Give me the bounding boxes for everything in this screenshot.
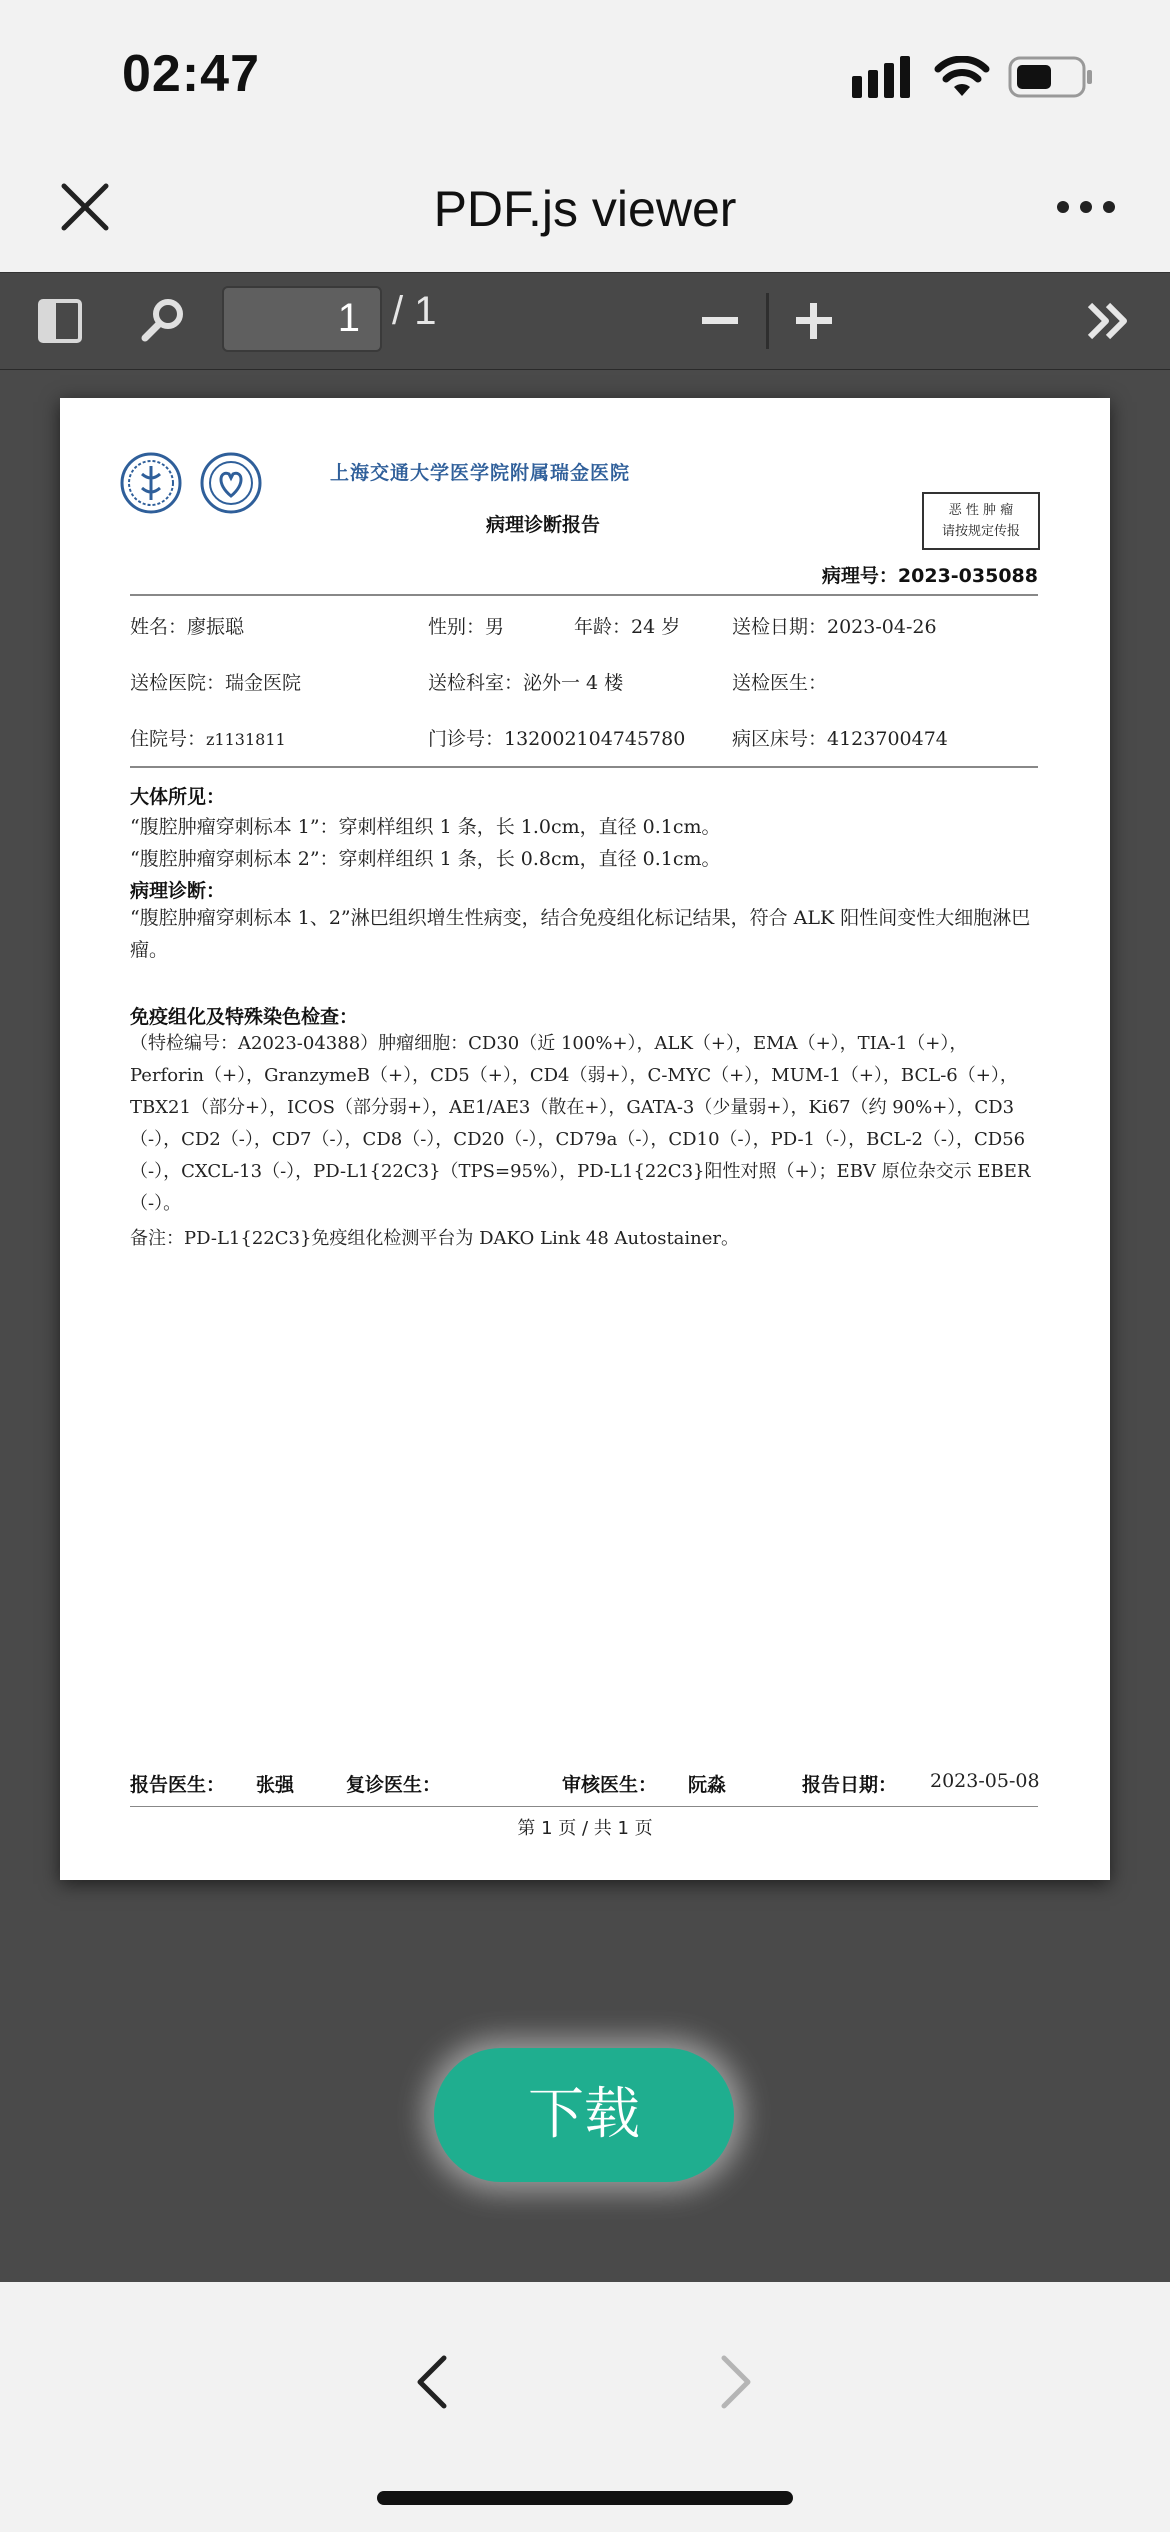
- report-doctor: 张强: [256, 1774, 295, 1796]
- report-date: 2023-05-08: [930, 1770, 1040, 1792]
- more-options-icon[interactable]: [1056, 200, 1116, 214]
- report-title: 病理诊断报告: [486, 514, 601, 536]
- audit-doctor-label: 审核医生：: [562, 1774, 658, 1796]
- diagnosis-heading: 病理诊断：: [130, 880, 226, 902]
- inpatient-number: [130, 724, 286, 751]
- submit-hospital: 送检医院：瑞金医院: [130, 672, 302, 694]
- hospital-logo: [200, 452, 262, 514]
- university-logo: [120, 452, 182, 514]
- inpatient-value: z1131811: [206, 730, 286, 749]
- audit-doctor: 阮淼: [688, 1774, 727, 1796]
- page-indicator: 第 1 页 / 共 1 页: [517, 1818, 653, 1839]
- zoom-in-icon[interactable]: [796, 303, 832, 339]
- wifi-icon: [934, 56, 990, 98]
- report-date-label: 报告日期：: [802, 1774, 898, 1796]
- inpatient-label: 住院号：: [130, 728, 207, 750]
- status-bar: [0, 0, 1170, 150]
- page-total: / 1: [392, 289, 437, 333]
- patient-age: 年龄：24 岁: [574, 616, 681, 638]
- stamp-line-2: 请按规定传报: [941, 524, 1020, 539]
- forward-arrow-icon[interactable]: [720, 2354, 754, 2410]
- bed-number: 病区床号：4123700474: [732, 728, 948, 750]
- page-number-input[interactable]: 1: [222, 286, 382, 352]
- status-time: 02:47: [122, 45, 260, 103]
- search-icon[interactable]: [140, 297, 186, 343]
- stamp-line-1: 恶 性 肿 瘤: [948, 503, 1014, 518]
- divider: [130, 766, 1038, 768]
- page-title: PDF.js viewer: [433, 181, 737, 237]
- patient-name: 姓名：廖振聪: [130, 616, 245, 638]
- submit-doctor: 送检医生：: [732, 672, 828, 694]
- zoom-out-icon[interactable]: [702, 317, 738, 325]
- pathology-number: 病理号：2023-035088: [821, 565, 1038, 587]
- pdf-toolbar: [0, 272, 1170, 371]
- ihc-text: （特检编号：A2023-04388）肿瘤细胞：CD30（近 100%+），ALK（+），EMA（+），TIA-1（+），Perforin（+），GranzymeB（+），CD5（+），CD4（弱+），C-MYC（+），MUM-1（+），BCL-6（+），TBX21（部分+），ICOS（部分弱+），AE1/AE3（散在+），GATA-3（少量弱+），Ki67（约 90%+），CD3（-），CD2（-），CD7（-），CD8（-），CD20（-），CD79a（-），CD10（-），PD-1（-），BCL-2（-），CD56（-），CXCL-13（-），PD-L1{22C3}（TPS=95%），PD-L1{22C3}阳性对照（+）；EBV 原位杂交示 EBER（-）。: [130, 1033, 1031, 1214]
- sidebar-toggle-icon[interactable]: [38, 299, 82, 343]
- tools-menu-icon[interactable]: [1086, 301, 1132, 341]
- submit-date: 送检日期：2023-04-26: [732, 616, 937, 638]
- gross-specimen-1: “腹腔肿瘤穿刺标本 1”：穿刺样组织 1 条，长 1.0cm，直径 0.1cm。: [130, 816, 721, 838]
- battery-icon: [1008, 56, 1094, 98]
- gross-specimen-2: “腹腔肿瘤穿刺标本 2”：穿刺样组织 1 条，长 0.8cm，直径 0.1cm。: [130, 848, 721, 870]
- pdf-page: [60, 398, 1110, 1880]
- diagnosis-text: “腹腔肿瘤穿刺标本 1、2”淋巴组织增生性病变，结合免疫组化标记结果，符合 ALK 阳性间变性大细胞淋巴瘤。: [130, 907, 1031, 961]
- patient-gender: 性别：男: [428, 616, 505, 638]
- gross-heading: 大体所见：: [130, 786, 226, 808]
- hospital-name: 上海交通大学医学院附属瑞金医院: [330, 462, 631, 484]
- home-indicator: [377, 2491, 793, 2505]
- back-arrow-icon[interactable]: [414, 2354, 448, 2410]
- cellular-signal-icon: [852, 56, 914, 98]
- submit-department: 送检科室：泌外一 4 楼: [428, 672, 624, 694]
- malignant-stamp: [922, 492, 1040, 550]
- divider: [130, 594, 1038, 596]
- download-button[interactable]: 下载: [434, 2048, 734, 2182]
- ihc-heading: 免疫组化及特殊染色检查：: [130, 1006, 359, 1028]
- toolbar-divider: [766, 293, 769, 349]
- navigation-bar: [0, 150, 1170, 272]
- note-text: 备注：PD-L1{22C3}免疫组化检测平台为 DAKO Link 48 Autostainer。: [130, 1228, 740, 1249]
- divider: [130, 1806, 1038, 1807]
- review-doctor-label: 复诊医生：: [346, 1774, 442, 1796]
- report-doctor-label: 报告医生：: [130, 1774, 226, 1796]
- outpatient-number: 门诊号：132002104745780: [428, 728, 686, 750]
